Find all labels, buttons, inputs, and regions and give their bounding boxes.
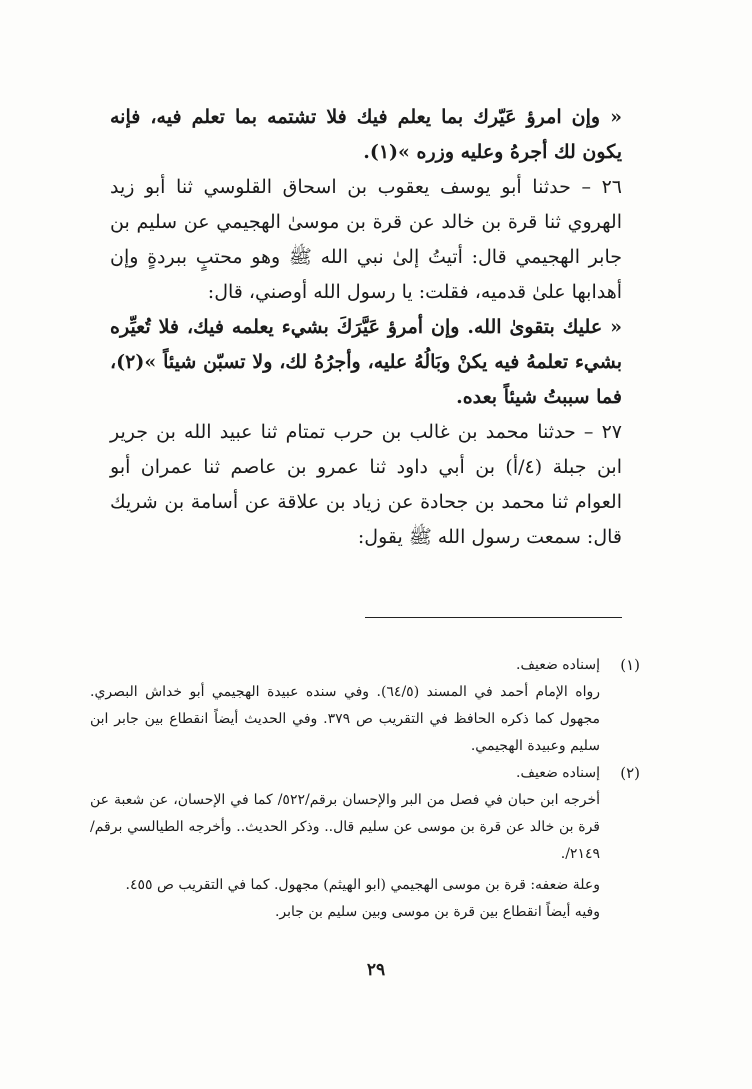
hadith-text-paragraph: « وإن امرؤ عَيّرك بما يعلم فيك فلا تشتمه بما تعلم فيه، فإنه يكون لك أجرهُ وعليه وزره »(١). xyxy=(110,106,622,163)
footnote-1-line-2: رواه الإمام أحمد في المسند (٦٤/٥). وفي سنده عبيدة الهجيمي أبو خداش البصري. مجهول كما ذكره الحافظ في التقريب ص ٣٧٩. وفي الحديث أيضاً انقطاع بين جابر ابن سليم وعبيدة الهجيمي. xyxy=(90,684,600,754)
footnote-1-body xyxy=(90,652,600,760)
footnote-divider xyxy=(365,617,622,618)
page-number: ٢٩ xyxy=(366,960,386,980)
footnote-1 xyxy=(90,652,640,760)
hadith-26-isnad-paragraph: ٢٦ – حدثنا أبو يوسف يعقوب بن اسحاق القلوسي ثنا أبو زيد الهروي ثنا قرة بن خالد عن قرة بن موسىٰ الهجيمي عن سليم بن جابر الهجيمي قال: أتيتُ إلىٰ نبي الله ﷺ وهو محتبٍ ببردةٍ وإن أهدابها علىٰ قدميه، فقلت: يا رسول الله أوصني، قال: xyxy=(110,176,622,303)
hadith-26-text-paragraph: « عليك بتقوىٰ الله. وإن أمرؤ عَيَّرَكَ بشيء يعلمه فيك، فلا تُعيِّره بشيء تعلمهُ فيه يكنْ وبَالُهُ عليه، وأجرُهُ لك، ولا تسبّن شيئاً »(٢)، فما سببتُ شيئاً بعده. xyxy=(110,316,622,408)
footnote-2-line-1: إسناده ضعيف. xyxy=(516,765,600,781)
footnote-extra-1: وعلة ضعفه: قرة بن موسى الهجيمي (ابو الهيثم) مجهول. كما في التقريب ص ٤٥٥. xyxy=(125,877,600,893)
footnote-1-number: (١) xyxy=(620,656,640,674)
footnote-2-body xyxy=(90,760,600,868)
footnote-1-line-1: إسناده ضعيف. xyxy=(516,657,600,673)
hadith-27-isnad-paragraph: ٢٧ – حدثنا محمد بن غالب بن حرب تمتام ثنا عبيد الله بن جرير ابن جبلة (٤/أ) بن أبي داود ثنا عمرو بن عاصم ثنا عمران أبو العوام ثنا محمد بن جحادة عن زياد بن علاقة عن أسامة بن شريك قال: سمعت رسول الله ﷺ يقول: xyxy=(110,421,622,548)
footnote-2 xyxy=(90,760,640,868)
footnote-2-line-2: أخرجه ابن حبان في فصل من البر والإحسان برقم/٥٢٢/ كما في الإحسان، عن شعبة عن قرة بن خالد عن قرة بن موسى عن سليم قال.. وذكر الحديث.. وأخرجه الطيالسي برقم/٢١٤٩/. xyxy=(90,792,600,862)
footnote-extra-2: وفيه أيضاً انقطاع بين قرة بن موسى وبين سليم بن جابر. xyxy=(274,904,600,920)
main-text xyxy=(110,100,622,555)
footnotes xyxy=(90,652,640,926)
footnote-2-number: (٢) xyxy=(620,764,640,782)
